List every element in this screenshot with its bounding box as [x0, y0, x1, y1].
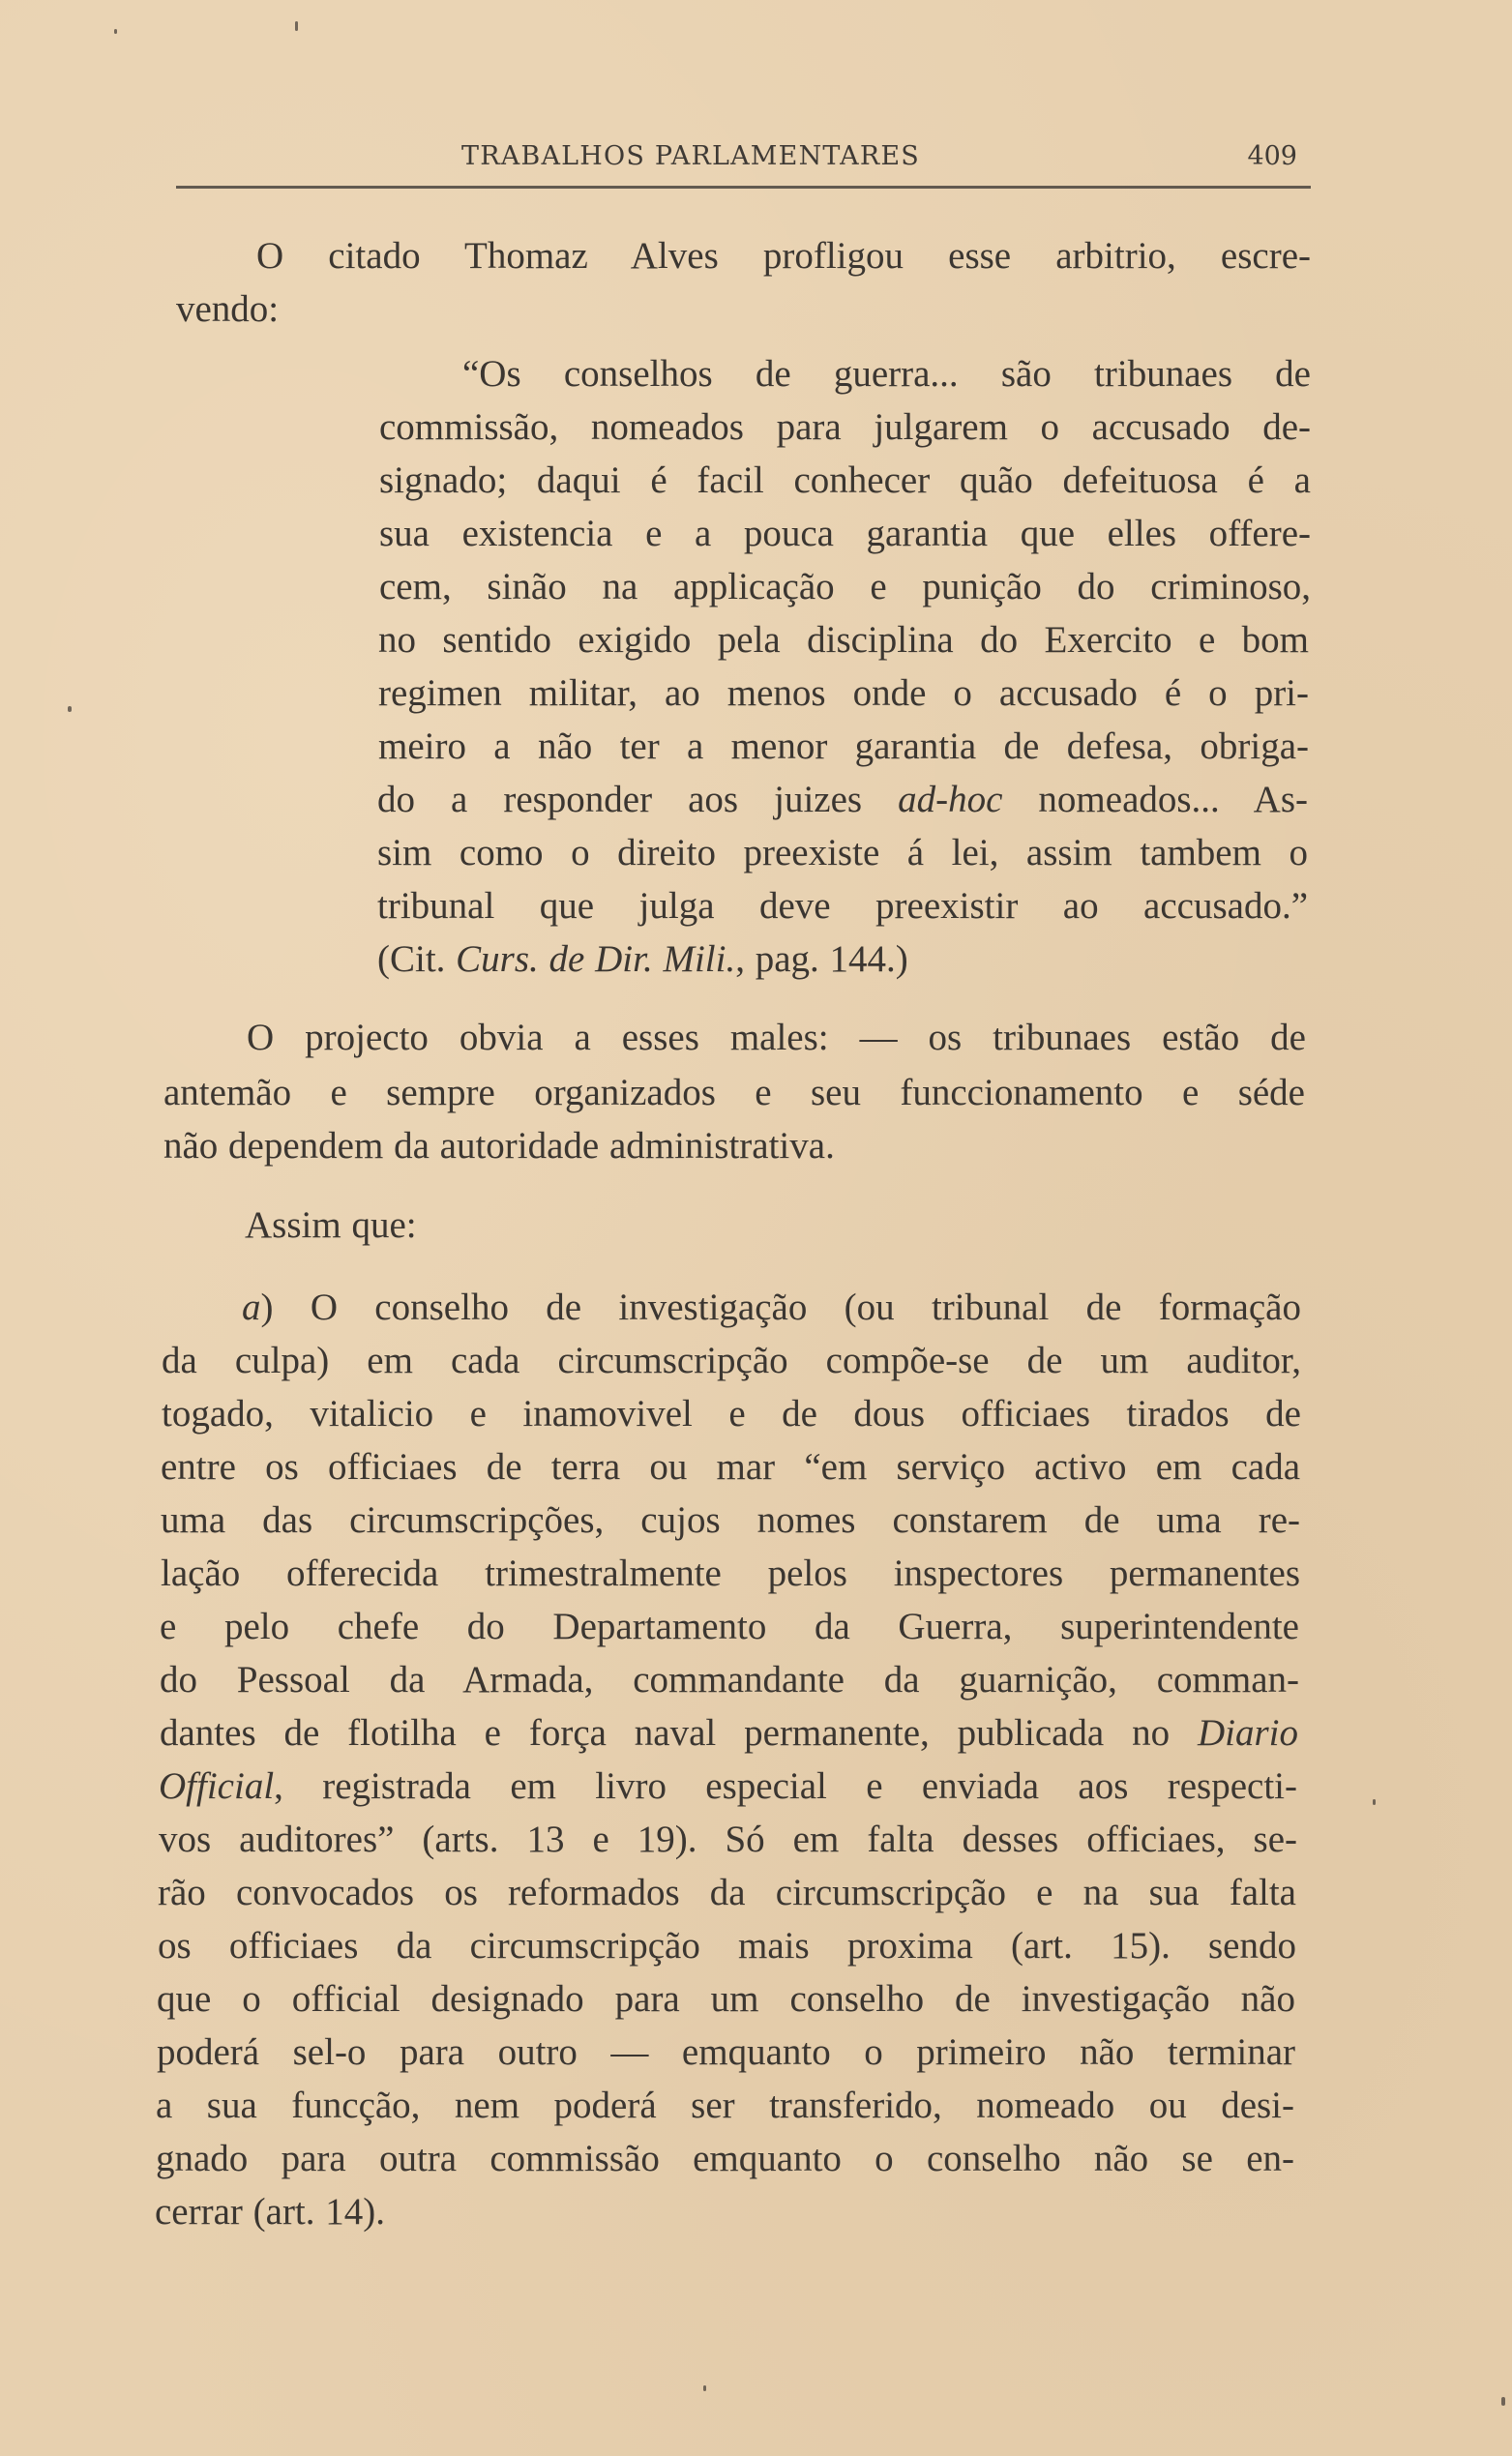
italic-ad-hoc: ad-hoc	[898, 779, 1003, 820]
citation-source: Curs. de Dir. Mili.	[456, 938, 736, 980]
paragraph-1-line-2: vendo:	[176, 288, 280, 330]
quote-line-6: no sentido exigido pela disciplina do Exercito e bom	[378, 619, 1309, 661]
item-a-line-4: entre os officiaes de terra ou mar “em serviço activo em cada	[161, 1446, 1300, 1488]
paper-speck	[703, 2385, 706, 2391]
paper-speck	[68, 706, 72, 712]
header-rule	[176, 186, 1311, 189]
item-label-a: a	[242, 1287, 261, 1328]
quote-line-4: sua existencia e a pouca garantia que elles offere-	[379, 513, 1311, 554]
item-a-line-6: lação offerecida trimestralmente pelos inspectores permanentes	[161, 1553, 1300, 1594]
italic-official: Official	[159, 1765, 275, 1807]
item-a-line-14: que o official designado para um conselho de investigação não	[157, 1978, 1295, 2020]
item-a-line-10	[159, 1762, 1297, 1811]
paragraph-2-line-3: não dependem da autoridade administrativa.	[163, 1125, 835, 1167]
item-a-line-11: vos auditores” (arts. 13 e 19). Só em falta desses officiaes, se-	[159, 1819, 1297, 1860]
running-title: TRABALHOS PARLAMENTARES	[461, 141, 920, 171]
citation-suffix: , pag. 144.)	[735, 938, 908, 980]
item-a-line-18: cerrar (art. 14).	[155, 2191, 385, 2233]
paragraph-2-line-2: antemão e sempre organizados e seu funccionamento e séde	[163, 1072, 1305, 1113]
quote-line-7: regimen militar, ao menos onde o accusado é o pri-	[378, 672, 1309, 714]
item-a-line-17: gnado para outra commissão emquanto o conselho não se en-	[156, 2138, 1294, 2179]
quote-line-8: meiro a não ter a menor garantia de defesa, obriga-	[378, 725, 1309, 767]
item-a-line-5: uma das circumscripções, cujos nomes constarem de uma re-	[161, 1499, 1300, 1541]
quote-line-9-text: do a responder aos juizes	[377, 779, 899, 820]
item-a-line-13: os officiaes da circumscripção mais proxima (art. 15). sendo	[158, 1925, 1296, 1967]
quote-line-5: cem, sinão na applicação e punição do criminoso,	[379, 566, 1311, 607]
paper-speck	[295, 21, 298, 31]
paragraph-2-line-1: O projecto obvia a esses males: — os tribunaes estão de	[247, 1017, 1306, 1058]
quote-line-2: commissão, nomeados para julgarem o accusado de-	[379, 406, 1311, 448]
item-a-line-16: a sua funcção, nem poderá ser transferido, nomeado ou desi-	[156, 2085, 1294, 2126]
paragraph-3-line-1: Assim que:	[245, 1204, 417, 1246]
item-a-line-15: poderá sel-o para outro — emquanto o primeiro não terminar	[157, 2031, 1295, 2073]
citation-prefix: (Cit.	[377, 938, 457, 980]
paper-speck	[1501, 2397, 1505, 2406]
item-a-line-9	[160, 1709, 1298, 1758]
quote-line-1: “Os conselhos de guerra... são tribunaes de	[462, 353, 1311, 395]
quote-line-11: tribunal que julga deve preexistir ao accusado.”	[377, 885, 1308, 927]
paper-speck	[114, 29, 117, 34]
item-a-line-12: rão convocados os reformados da circumscripção e na sua falta	[158, 1872, 1296, 1913]
page-number: 409	[1247, 141, 1297, 171]
item-a-line-8: do Pessoal da Armada, commandante da guarnição, comman-	[160, 1659, 1299, 1701]
item-a-line-3: togado, vitalicio e inamovivel e de dous officiaes tirados de	[162, 1393, 1301, 1435]
italic-diario: Diario	[1197, 1712, 1298, 1754]
item-a-line-9-text: dantes de flotilha e força naval permanente, publicada no	[160, 1712, 1198, 1754]
paper-speck	[1373, 1799, 1376, 1805]
quote-citation	[377, 935, 1308, 984]
quote-line-9-tail: nomeados... As-	[1002, 779, 1308, 820]
quote-line-9	[377, 776, 1308, 824]
item-a-line-10-text: , registrada em livro especial e enviada aos respecti-	[274, 1765, 1297, 1807]
running-header	[176, 137, 1311, 176]
paragraph-1-line-1: O citado Thomaz Alves profligou esse arbitrio, escre-	[256, 235, 1311, 277]
quote-line-10: sim como o direito preexiste á lei, assim tambem o	[377, 832, 1308, 873]
item-a-line-2: da culpa) em cada circumscripção compõe-se de um auditor,	[162, 1340, 1301, 1381]
item-a-line-7: e pelo chefe do Departamento da Guerra, superintendente	[160, 1606, 1299, 1647]
item-a-line-1-text: ) O conselho de investigação (ou tribunal de formação	[260, 1287, 1301, 1328]
quote-line-3: signado; daqui é facil conhecer quão defeituosa é a	[379, 459, 1311, 501]
item-a-line-1	[242, 1284, 1301, 1332]
